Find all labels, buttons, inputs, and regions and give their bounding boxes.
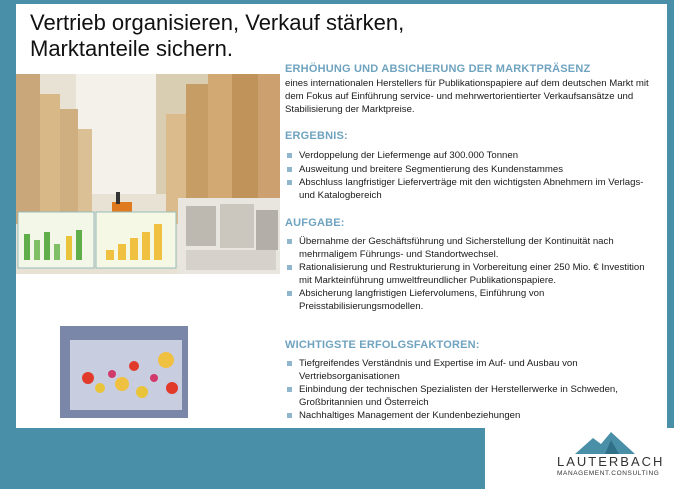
bullet-icon	[287, 180, 292, 185]
company-logo	[485, 428, 674, 489]
bullet-icon	[287, 167, 292, 172]
logo-name: LAUTERBACH	[557, 454, 665, 469]
bullet-icon	[287, 291, 292, 296]
bullet-icon	[287, 239, 292, 244]
ergebnis-list	[285, 150, 657, 203]
faktoren-list	[285, 358, 657, 424]
list-item: Verdoppelung der Liefermenge auf 300.000 Tonnen	[285, 150, 657, 163]
bubble-chart-image	[60, 326, 188, 418]
bullet-icon	[287, 265, 292, 270]
list-item: Einbindung der technischen Spezialisten der Herstellerwerke in Schweden, Großbritannien und Österreich	[285, 384, 657, 409]
mountain-icon	[575, 432, 635, 454]
faktoren-heading: WICHTIGSTE ERFOLGSFAKTOREN:	[285, 339, 480, 351]
list-item: Abschluss langfristiger Lieferverträge mit den wichtigsten Abnehmern im Verlags- und Katalogbereich	[285, 177, 657, 202]
slide-title	[30, 10, 404, 62]
list-item: Übernahme der Geschäftsführung und Sicherstellung der Kontinuität nach mehrmaligem Führungs- und Standortwechsel.	[285, 236, 657, 261]
intro-text: eines internationalen Herstellers für Publikationspapiere auf dem deutschen Markt mit dem Fokus auf Einführung service- und mehrwertorientierter Verkaufsansätze und Stabilisierung der Marktpreise.	[285, 78, 649, 115]
list-item: Absicherung langfristigen Liefervolumens, Einführung von Preisstabilisierungsmodellen.	[285, 288, 657, 313]
logo-subtitle: MANAGEMENT.CONSULTING	[557, 470, 660, 477]
intro-heading: ERHÖHUNG UND ABSICHERUNG DER MARKTPRÄSENZ	[285, 63, 591, 75]
aufgabe-list	[285, 236, 657, 314]
bullet-icon	[287, 387, 292, 392]
list-item: Rationalisierung und Restrukturierung in Vorbereitung einer 250 Mio. € Investition mit Markteinführung umweltfreundlicher Publikationspapiere.	[285, 262, 657, 287]
list-item: Tiefgreifendes Verständnis und Expertise im Auf- und Ausbau von Vertriebsorganisationen	[285, 358, 657, 383]
aufgabe-heading: AUFGABE:	[285, 217, 345, 229]
title-line-2: Marktanteile sichern.	[30, 36, 233, 61]
ergebnis-heading: ERGEBNIS:	[285, 130, 348, 142]
paper-rolls-collage-image	[16, 74, 280, 274]
slide	[16, 4, 667, 428]
bullet-icon	[287, 153, 292, 158]
bullet-icon	[287, 413, 292, 418]
title-line-1: Vertrieb organisieren, Verkauf stärken,	[30, 10, 405, 35]
bullet-icon	[287, 361, 292, 366]
list-item: Nachhaltiges Management der Kundenbeziehungen	[285, 410, 657, 423]
list-item: Ausweitung und breitere Segmentierung des Kundenstammes	[285, 164, 657, 177]
